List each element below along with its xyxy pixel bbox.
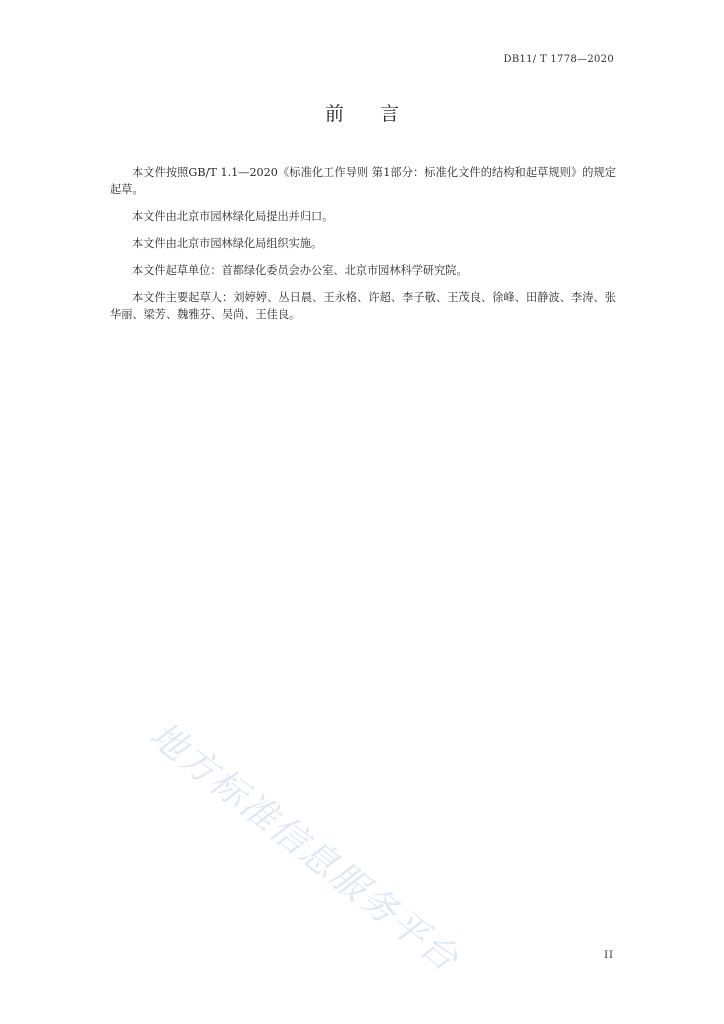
paragraph-proposer: 本文件由北京市园林绿化局提出并归口。	[132, 210, 334, 223]
paragraph-drafting-units: 本文件起草单位：首都绿化委员会办公室、北京市园林科学研究院。	[132, 264, 468, 277]
page-title: 前言	[324, 103, 435, 125]
watermark: 地方标准信息服务平台	[141, 714, 467, 981]
document-code: DB11/ T 1778—2020	[503, 54, 614, 65]
paragraph-drafters: 本文件主要起草人：刘婷婷、丛日晨、王永格、许超、李子敬、王茂良、徐峰、田静波、李涛、张华丽、梁芳、魏雅芬、吴尚、王佳良。	[110, 291, 616, 321]
page-number: II	[604, 950, 614, 961]
paragraph-drafting-basis: 本文件按照GB/T 1.1—2020《标准化工作导则 第1部分：标准化文件的结构和起草规则》的规定起草。	[110, 166, 616, 196]
foreword-body	[110, 164, 616, 333]
paragraph-implementer: 本文件由北京市园林绿化局组织实施。	[132, 237, 323, 250]
